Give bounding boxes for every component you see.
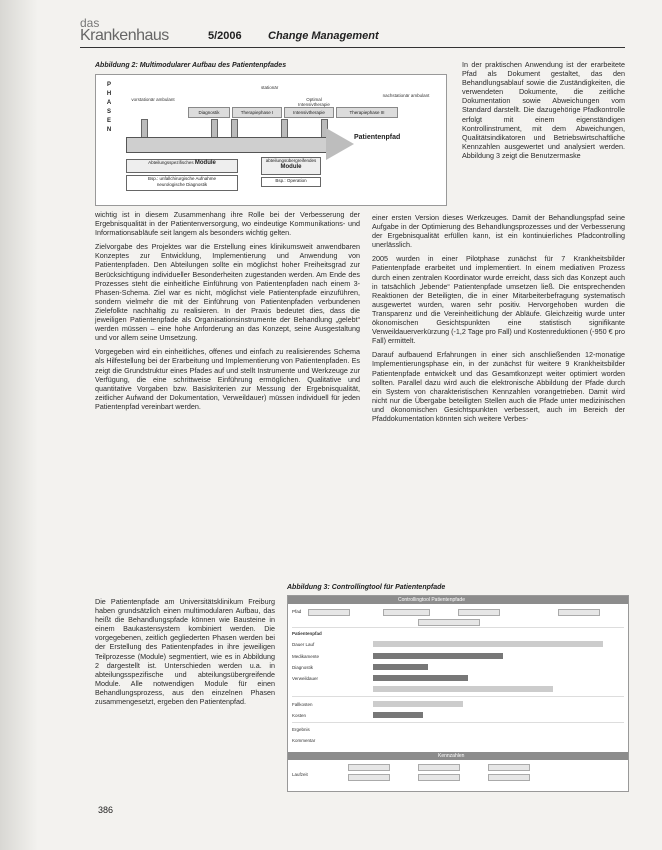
progress-bar: [373, 675, 468, 681]
form-row-label: Kommentar: [292, 738, 316, 743]
form-row-label: Verweildauer: [292, 676, 319, 681]
form-row-label: Patientenpfad: [292, 631, 322, 636]
phasen-letter: E: [106, 118, 111, 124]
module-example-left-1: Bsp.: unfallchirurgische Aufnahme: [147, 176, 217, 181]
kennzahl-field[interactable]: [348, 764, 390, 771]
logo-small-text: das: [80, 16, 100, 30]
logo-main-text: Krankenhaus: [80, 27, 169, 44]
kennzahlen-label: Kennzahlen: [438, 753, 465, 759]
phasen-letter: S: [106, 109, 111, 115]
kennzahl-field[interactable]: [418, 764, 460, 771]
kennzahl-field[interactable]: [488, 764, 530, 771]
zeitraum-field[interactable]: [558, 609, 600, 616]
left-column: [95, 210, 360, 416]
module-right-title: Module: [280, 164, 302, 170]
header-rule: [80, 47, 625, 48]
page-binding-shadow: [0, 0, 38, 850]
patientenpfad-arrow-head: [326, 128, 354, 160]
paragraph: Die Patientenpfade am Universitätsklinikum Freiburg haben grundsätzlich einen multimodularen Aufbau, das heißt die Behandlungspfade können wie Bausteine in einem Baukastensystem kombiniert werden. Die vorgegebenen, zeitlich gegliederten Phasen werden bei der Erstellung des Patientenpfades in ihre jeweiligen Teilprozesse (Module) segmentiert, wie es in Abbildung 2 dargestellt ist. Unterschieden werden u.a. in abteilungsspezifische und abteilungsübergreifende Module. Alle notwendigen Module für einen Behandlungsprozess, aus den einzelnen Phasen zusammengesetzt, ergeben den Patientenpfad.: [95, 597, 275, 707]
left-column-bottom: [95, 597, 275, 711]
right-column: [372, 213, 625, 428]
paragraph: einer ersten Version dieses Werkzeuges. Damit der Behandlungspfad seine Aufgabe in der Optimierung des Behandlungsprozesses und der Verbesserung der Ergebnisqualität erfüllen kann, ist ein kontinuierliches Pfadcontrolling unerlässlich.: [372, 213, 625, 250]
paragraph: In der praktischen Anwendung ist der erarbeitete Pfad als Dokument gestaltet, das den Behandlungsablauf sowie die Zuständigkeiten, die verwendeten Dokumente, die zeitliche Dokumentation sowie Abweichungen vom Standard darstellt. Die dazugehörige Pfadkontrolle erfolgt mit einem eigenständigen Kontrollinstrument, mit dem Abweichungen, Qualitätsindikatoren und Betriebswirtschaftliche Kennzahlen ausgewertet und analysiert werden. Abbildung 3 zeigt die Benutzermaske: [462, 60, 625, 160]
module-example-left-2: neurologische Diagnostik: [156, 182, 208, 187]
phase-box: Diagnostik: [188, 107, 230, 118]
phase-box: Therapiephase III: [336, 107, 398, 118]
progress-bar: [373, 664, 428, 670]
issue-number: 5/2006: [208, 30, 242, 42]
nachstationaer-label: nachstationär ambulant: [382, 93, 430, 98]
module-right-caption: abteilungsübergreifendes: [265, 158, 317, 163]
form-row-label: Diagnostik: [292, 665, 314, 670]
patientenpfad-arrow-body: [126, 137, 328, 153]
figure2-caption: Abbildung 2: Multimodularer Aufbau des Patientenpfades: [95, 62, 287, 69]
pfadauswahl-select[interactable]: [383, 609, 430, 616]
form-row-label: Laufzeit: [292, 772, 308, 777]
patientenpfad-label: Patientenpfad: [354, 134, 401, 141]
form-row-label: Dauer Lauf: [292, 642, 315, 647]
figure2-diagram: [95, 74, 447, 206]
controlling-title: Controllingtool Patientenpfade: [398, 597, 465, 603]
optimal-label: Optimal Intensivtherapie: [298, 97, 330, 107]
phasen-letter: N: [106, 127, 112, 133]
phase-box: Therapiephase I: [232, 107, 282, 118]
fallzahl-field[interactable]: [458, 609, 500, 616]
kennzahlen-bar: [288, 752, 628, 760]
kennzahl-field[interactable]: [348, 774, 390, 781]
form-row-label: Fallkosten: [292, 702, 313, 707]
form-row-label: Ergebnis: [292, 727, 310, 732]
page-header: [80, 16, 640, 46]
progress-bar: [373, 641, 603, 647]
section-title: Change Management: [268, 30, 379, 42]
datum-field[interactable]: [418, 619, 480, 626]
form-row-label: Medikamente: [292, 654, 320, 659]
paragraph: Darauf aufbauend Erfahrungen in einer sich anschließenden 12-monatige Implementierungsphase ein, in der zunächst für weitere 9 Krankheitsbilder Patientenpfade entwickelt und das Gesamtkonzept weiter optimiert worden sollten. Parallel dazu wird auch die elektronische Abbildung der Pfade durch ein System von charakteristischen Kennzahlen vorangetrieben. Damit wird nicht nur die Übergabe beteiligten Stellen auch die Pfade unter medizinischen und ökonomischen Gesichtspunkten verbessert, auch im Bereich der Pfaddokumentation könnten sich weitere Verbes-: [372, 350, 625, 423]
progress-bar: [373, 701, 463, 707]
module-box-left: [126, 159, 238, 173]
stationaer-label: stationär: [261, 85, 279, 90]
kennzahl-field[interactable]: [418, 774, 460, 781]
paragraph: Vorgegeben wird ein einheitliches, offenes und einfach zu realisierendes Schema als Hilfestellung bei der Erarbeitung und Implementierung von Patientenpfaden. Es zeigt die Grundstruktur eines Pfades auf und stellt Instrumente und Werkzeuge zur Verfügung, die eine schrittweise Einführung ermöglichen. Qualitative und quantitative Vorgaben bzw. Basiskriterien zur Messung der Ergebnisqualität, zeitlicher Aufwand der Dokumentation, Verweildauer) müssen individuell für jeden Patientenpfad vereinbart werden.: [95, 347, 360, 411]
form-row-label: Kosten: [292, 713, 307, 718]
module-left-title: Module: [194, 160, 216, 166]
figure3-caption: Abbildung 3: Controllingtool für Patientenpfade: [287, 584, 446, 591]
phasen-letter: P: [106, 82, 111, 88]
phasen-label: [104, 81, 114, 135]
page-number: 386: [98, 805, 114, 815]
progress-bar: [373, 686, 553, 692]
paragraph: 2005 wurden in einer Pilotphase zunächst für 7 Krankheitsbilder Patientenpfade erarbeitet und implementiert. In einem mediativen Prozess durch einen zentralen Koordinator wurde erreicht, dass sich das Konzept auch in tatsächlich „lebende“ Patientenpfade umsetzen ließ. Die entsprechenden Reaktionen der Beteiligten, die in einer Mitarbeiterbefragung systematisch ausgewertet wurden, waren sehr positiv. Hervorgehoben wurden die Transparenz und die Vereinheitlichung der Abläufe. Gleichzeitig wurde unter ökonomischen Gesichtspunkten eine statistisch signifikante Verweildauerverkürzung (-1,2 Tage pro Fall) und Kostenreduktionen (-950 € pro Fall) ermittelt.: [372, 254, 625, 346]
progress-bar: [373, 712, 423, 718]
module-example-right: Bsp.: Operation: [261, 177, 321, 187]
module-example-left: [126, 175, 238, 191]
form-row-label: Pfad: [292, 609, 302, 614]
controlling-title-bar: [288, 596, 628, 604]
kennzahl-field[interactable]: [488, 774, 530, 781]
separator: [292, 696, 624, 697]
phase-box: Intensivtherapie: [284, 107, 334, 118]
pfad-select[interactable]: [308, 609, 350, 616]
phasen-letter: A: [106, 100, 112, 106]
paragraph: wichtig ist in diesem Zusammenhang ihre Rolle bei der Verbesserung der Ergebnisqualität in der Patientenversorgung, wo eindeutige Kommunikations- und Informationsabläufe seit langem als besonders wichtig gelten.: [95, 210, 360, 238]
separator: [292, 722, 624, 723]
module-box-right: [261, 157, 321, 175]
figure3-screenshot: [287, 595, 629, 792]
progress-bar: [373, 653, 503, 659]
module-left-caption: Abteilungsspezifisches: [148, 160, 194, 165]
paragraph: Zielvorgabe des Projektes war die Erstellung eines klinikumsweit anwendbaren Konzeptes zur Entwicklung, Implementierung und Anwendung von Patientenpfaden. Den Abteilungen sollte ein möglichst hoher Freiheitsgrad zur Berücksichtigung individueller Besonderheiten zugestanden werden. Am Ende des Prozesses steht die einheitliche Einführung von Patientenpfaden nach einem 3-Phasen-Schema. Ziel war es nicht, möglichst viele Patientenpfade einzuführen, sondern vielmehr die mit der Einführung von Patientenpfaden verbundenen Zielefolkte nachhaltig zu realisieren. In der Praxis bedeutet dies, dass die jeweiligen Patientenpfade als Organisationsinstrumente der Behandlung „gelebt“ werden müssen – eine hohe Anforderung an das Konzept, seine Ausgestaltung und vor allem seine Umsetzung.: [95, 242, 360, 343]
vorstationaer-label: vorstationär ambulant: [131, 97, 175, 102]
right-column-top: [462, 60, 625, 165]
phasen-letter: H: [106, 91, 112, 97]
separator: [292, 627, 624, 628]
